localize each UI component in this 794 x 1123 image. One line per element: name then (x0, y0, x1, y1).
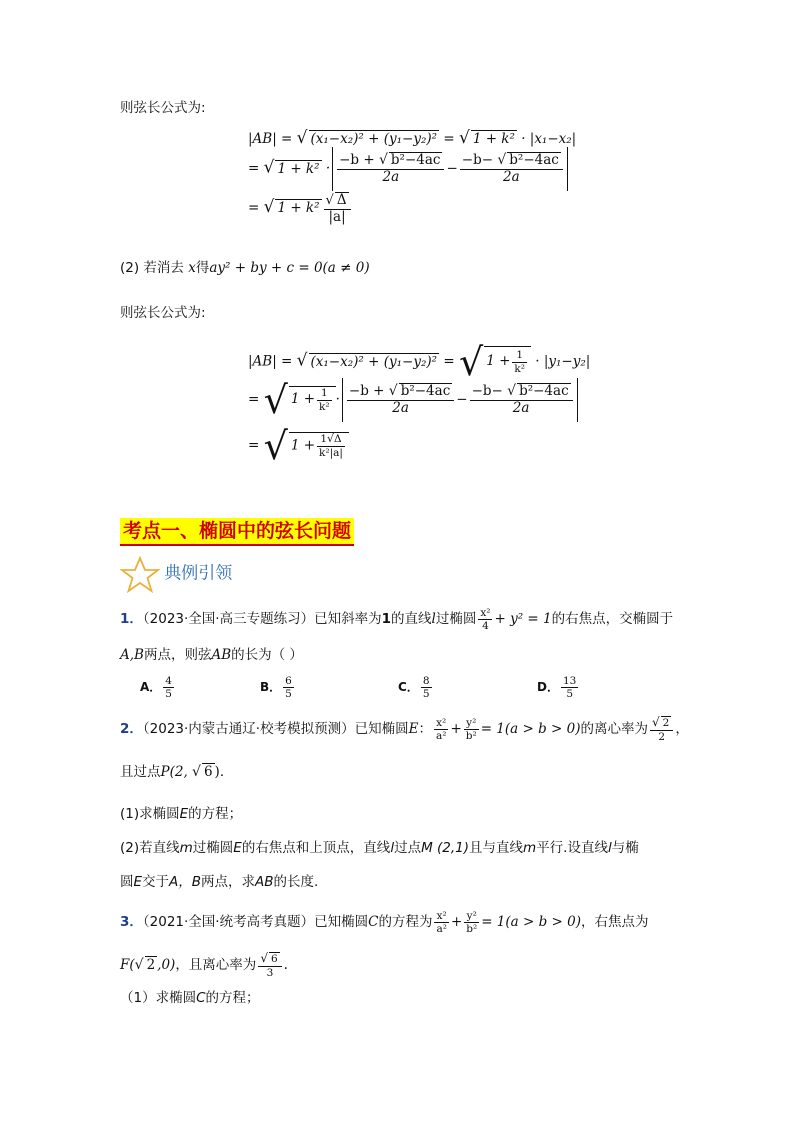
formula1-line2: = √ 1 + k² · $\frac{\text{−b + √ b²−4ac}}{2a}$ − $\frac{\text{−b− √ b²−4ac}}{2a}$ (248, 147, 570, 191)
example-label: 典例引领 (164, 563, 233, 584)
question-1-option-d[interactable]: D． $\frac{13}{5}$ (537, 675, 577, 701)
question-3-line2: F(√ 2 ,0)，且离心率为 $\frac{√ 6}{3}$ . (120, 951, 288, 979)
formula1-root-a: $\frac{\text{−b + √ b²−4ac}}{2a}$ (337, 152, 444, 185)
formula1-root-b: $\frac{\text{−b− √ b²−4ac}}{2a}$ (460, 152, 563, 185)
question-3-line1: 3．（2021·全国·统考高考真题）已知椭圆C的方程为 $\frac{\text{x²}}{\text{a²}}$ + $\frac{\text{y²}}{\text{b²}}$ = 1(a > b > 0)，右焦点为 (120, 910, 649, 936)
chord-formula-label-1: 则弦长公式为: (120, 100, 206, 116)
question-1-option-b[interactable]: B． $\frac{6}{5}$ (260, 675, 292, 701)
formula2-line3: = √ 1 + $\frac{1√\Delta}{\text{k²|a|}}$ (248, 424, 349, 468)
chord-formula-label-2: 则弦长公式为: (120, 305, 206, 321)
example-header (120, 556, 232, 594)
question-2-line1: 2．（2023·内蒙古通辽·校考模拟预测）已知椭圆E： $\frac{\text{x²}}{\text{a²}}$ + $\frac{\text{y²}}{\text{b²}}$ = 1(a > b > 0)的离心率为 $\frac{√ 2}{2}$ ， (120, 715, 689, 743)
formula1-line1: |AB| = √ (x₁−x₂)² + (y₁−y₂)² = √ 1 + k² · |x₁−x₂| (248, 128, 577, 148)
question-2-part2-line2: 圆E交于A，B两点，求AB的长度. (120, 874, 319, 890)
formula1-distance-expr: (x₁−x₂)² + (y₁−y₂)² (310, 131, 438, 147)
case2-equation: ay² + by + c = 0(a ≠ 0) (209, 260, 370, 276)
formula1-lhs: |AB| = (248, 131, 293, 147)
question-3-part1: （1）求椭圆C的方程； (120, 990, 260, 1006)
formula1-line3: = √ 1 + k² $\frac{√ \Delta}{|a|}$ (248, 192, 353, 225)
question-2-line2: 且过点P(2, √ 6 )． (120, 764, 234, 780)
star-icon (120, 556, 160, 594)
question-2-part2-line1: (2)若直线m过椭圆E的右焦点和上顶点，直线l过点M (2,1)且与直线m平行.设直线l与椭 (120, 840, 639, 856)
question-1-line1: 1．（2023·全国·高三专题练习）已知斜率为1的直线l过椭圆 $\frac{\text{x²}}{4}$ + y² = 1的右焦点，交椭圆于 (120, 607, 674, 633)
formula2-line2: = √ 1 + $\frac{1}{\text{k²}}$ · $\frac{\text{−b + √ b²−4ac}}{2a}$ − $\frac{\text{−b− √ b²−4ac}}{2a}$ (248, 378, 580, 422)
question-1-option-a[interactable]: A． $\frac{4}{5}$ (140, 675, 172, 701)
question-1-option-c[interactable]: C． $\frac{8}{5}$ (398, 675, 430, 701)
section-heading: 考点一、椭圆中的弦长问题 (120, 520, 354, 543)
question-1-line2: A,B两点，则弦AB的长为（ ） (120, 647, 303, 663)
case2-line: (2) 若消去 x得ay² + by + c = 0(a ≠ 0) (120, 260, 370, 276)
formula2-line1: |AB| = √ (x₁−x₂)² + (y₁−y₂)² = √ 1 + $\frac{1}{\text{k²}}$ · |y₁−y₂| (248, 340, 591, 384)
question-2-part1: (1)求椭圆E的方程； (120, 806, 243, 822)
